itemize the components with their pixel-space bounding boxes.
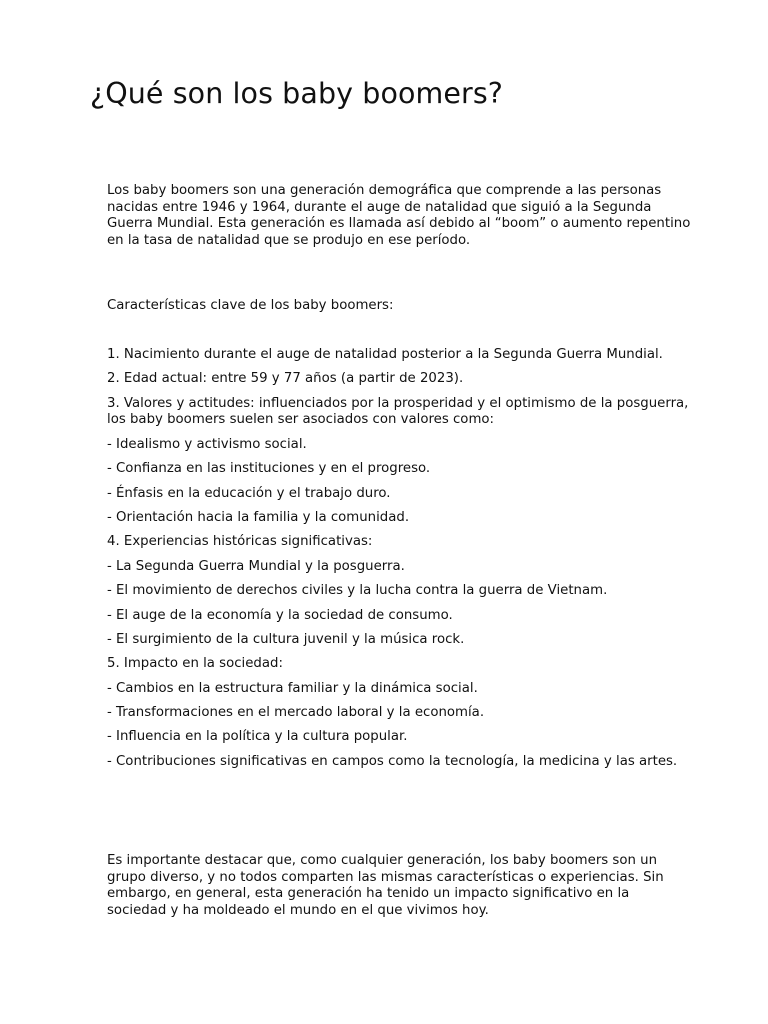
list-item: 5. Impacto en la sociedad: [107,656,283,672]
list-item: - Confianza en las instituciones y en el progreso. [107,461,431,477]
list-item: 4. Experiencias históricas significativas: [107,534,373,550]
intro-paragraph: Los baby boomers son una generación demográfica que comprende a las personas nacidas entre 1946 y 1964, durante el auge de natalidad que siguió a la Segunda Guerra Mundial. Esta generación es llamada así debido al “boom” o aumento repentino en la tasa de natalidad que se produjo en ese período. [107,183,691,248]
list-item: - El movimiento de derechos civiles y la lucha contra la guerra de Vietnam. [107,583,608,599]
list-item: 2. Edad actual: entre 59 y 77 años (a partir de 2023). [107,371,464,387]
page-title: ¿Qué son los baby boomers? [90,77,504,110]
list-item: - Contribuciones significativas en campos como la tecnología, la medicina y las artes. [107,753,678,769]
list-item: - La Segunda Guerra Mundial y la posguerra. [107,558,405,574]
characteristics-list [107,347,692,778]
list-item: - Influencia en la política y la cultura popular. [107,729,408,745]
list-item: - Transformaciones en el mercado laboral y la economía. [107,705,485,721]
list-item: - Énfasis en la educación y el trabajo duro. [107,485,391,501]
list-item: - Orientación hacia la familia y la comunidad. [107,509,410,525]
list-item: - El auge de la economía y la sociedad de consumo. [107,607,453,623]
list-item: 1. Nacimiento durante el auge de natalidad posterior a la Segunda Guerra Mundial. [107,347,663,362]
list-item: - El surgimiento de la cultura juvenil y la música rock. [107,631,465,647]
closing-paragraph: Es importante destacar que, como cualquier generación, los baby boomers son un grupo diverso, y no todos comparten las mismas características o experiencias. Sin embargo, en general, esta generación ha tenido un impacto significativo en la sociedad y ha moldeado el mundo en el que vivimos hoy. [107,853,664,918]
list-item: 3. Valores y actitudes: influenciados por la prosperidad y el optimismo de la posguerra, los baby boomers suelen ser asociados con valores como: [107,395,689,428]
characteristics-heading: Características clave de los baby boomers: [107,298,394,313]
list-item: - Cambios en la estructura familiar y la dinámica social. [107,680,478,696]
list-item: - Idealismo y activismo social. [107,436,307,452]
